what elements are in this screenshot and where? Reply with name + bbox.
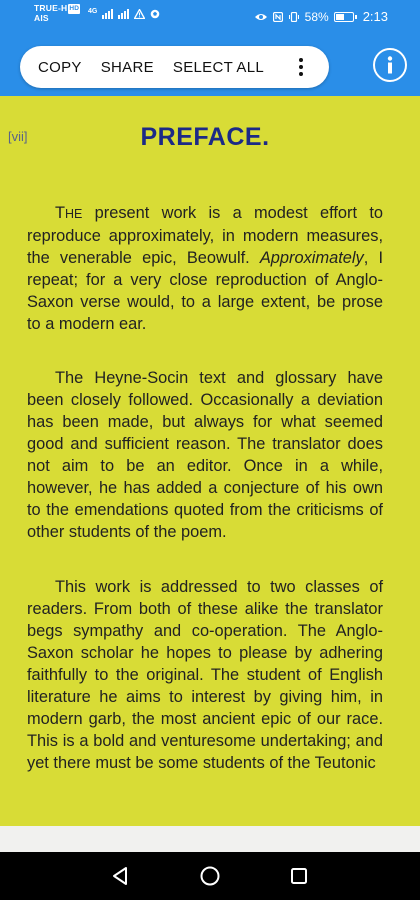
paragraph-1-italic: Approximately <box>259 249 364 267</box>
carrier-name-2: AIS <box>34 12 49 23</box>
signal-icon-2 <box>118 9 129 19</box>
status-bar <box>0 0 420 32</box>
share-button[interactable]: SHARE <box>100 58 154 76</box>
home-icon <box>199 865 221 887</box>
info-button[interactable] <box>373 48 407 82</box>
recents-icon <box>290 867 308 885</box>
navigation-bar <box>0 852 420 900</box>
text-selection-menu <box>20 46 329 88</box>
football-icon <box>150 9 160 19</box>
battery-icon <box>334 12 354 22</box>
network-label: 4G <box>88 7 98 15</box>
vibrate-icon <box>288 12 300 22</box>
carrier-info <box>34 4 80 23</box>
nfc-icon <box>273 12 283 22</box>
carrier-name: TRUE-H <box>34 3 68 13</box>
copy-button[interactable]: COPY <box>38 58 82 76</box>
clock: 2:13 <box>362 9 388 24</box>
small-caps: HE <box>65 207 83 221</box>
select-all-button[interactable]: SELECT ALL <box>172 58 265 76</box>
paragraph-3[interactable] <box>27 576 383 774</box>
eye-icon <box>254 12 268 22</box>
status-left-icons <box>88 9 160 19</box>
battery-percent: 58% <box>304 9 329 24</box>
paragraph-3-text: This work is addressed to two classes of readers. From both of these alike the translator begs sympathy and co-operation. The Anglo-Saxon scholar he hopes to please by adhering faithfully to the original. The student of English literature he aims to interest by giving him, in modern garb, the most ancient epic of our race. This is a bold and venturesome undertaking; and yet there must be some students of the Teutonic <box>27 578 383 772</box>
action-bar <box>0 32 420 96</box>
paragraph-1-text-b: , I repeat; for a very close reproduction of Anglo-Saxon verse would, to a large extent, be prose to a modern ear. <box>27 249 383 333</box>
paragraph-1[interactable] <box>27 202 383 335</box>
document-view[interactable] <box>0 96 420 826</box>
drop-letter: T <box>55 204 66 222</box>
paragraph-1-text-a: present work is a modest effort to reproduce approximately, in modern measures, the venerable epic, Beowulf. <box>27 204 383 267</box>
more-vert-icon[interactable] <box>299 57 303 77</box>
home-button[interactable] <box>198 864 222 888</box>
back-icon <box>111 866 129 886</box>
warning-icon <box>134 9 145 19</box>
bottom-strip <box>0 826 420 852</box>
back-button[interactable] <box>108 864 132 888</box>
paragraph-2[interactable] <box>27 367 383 543</box>
page-reference: [vii] <box>8 129 28 144</box>
paragraph-2-text: The Heyne-Socin text and glossary have been closely followed. Occasionally a deviation has been made, but always for what seemed good and sufficient reason. The translator does not aim to be an editor. Once in a while, however, he has added a conjecture of his own to the emendations quoted from the criticisms of other students of the poem. <box>27 369 383 541</box>
info-icon <box>386 56 394 74</box>
page-title: PREFACE. <box>140 123 270 151</box>
signal-icon <box>102 9 113 19</box>
status-right <box>254 9 388 24</box>
recents-button[interactable] <box>287 864 311 888</box>
hd-badge: HD <box>69 5 80 12</box>
